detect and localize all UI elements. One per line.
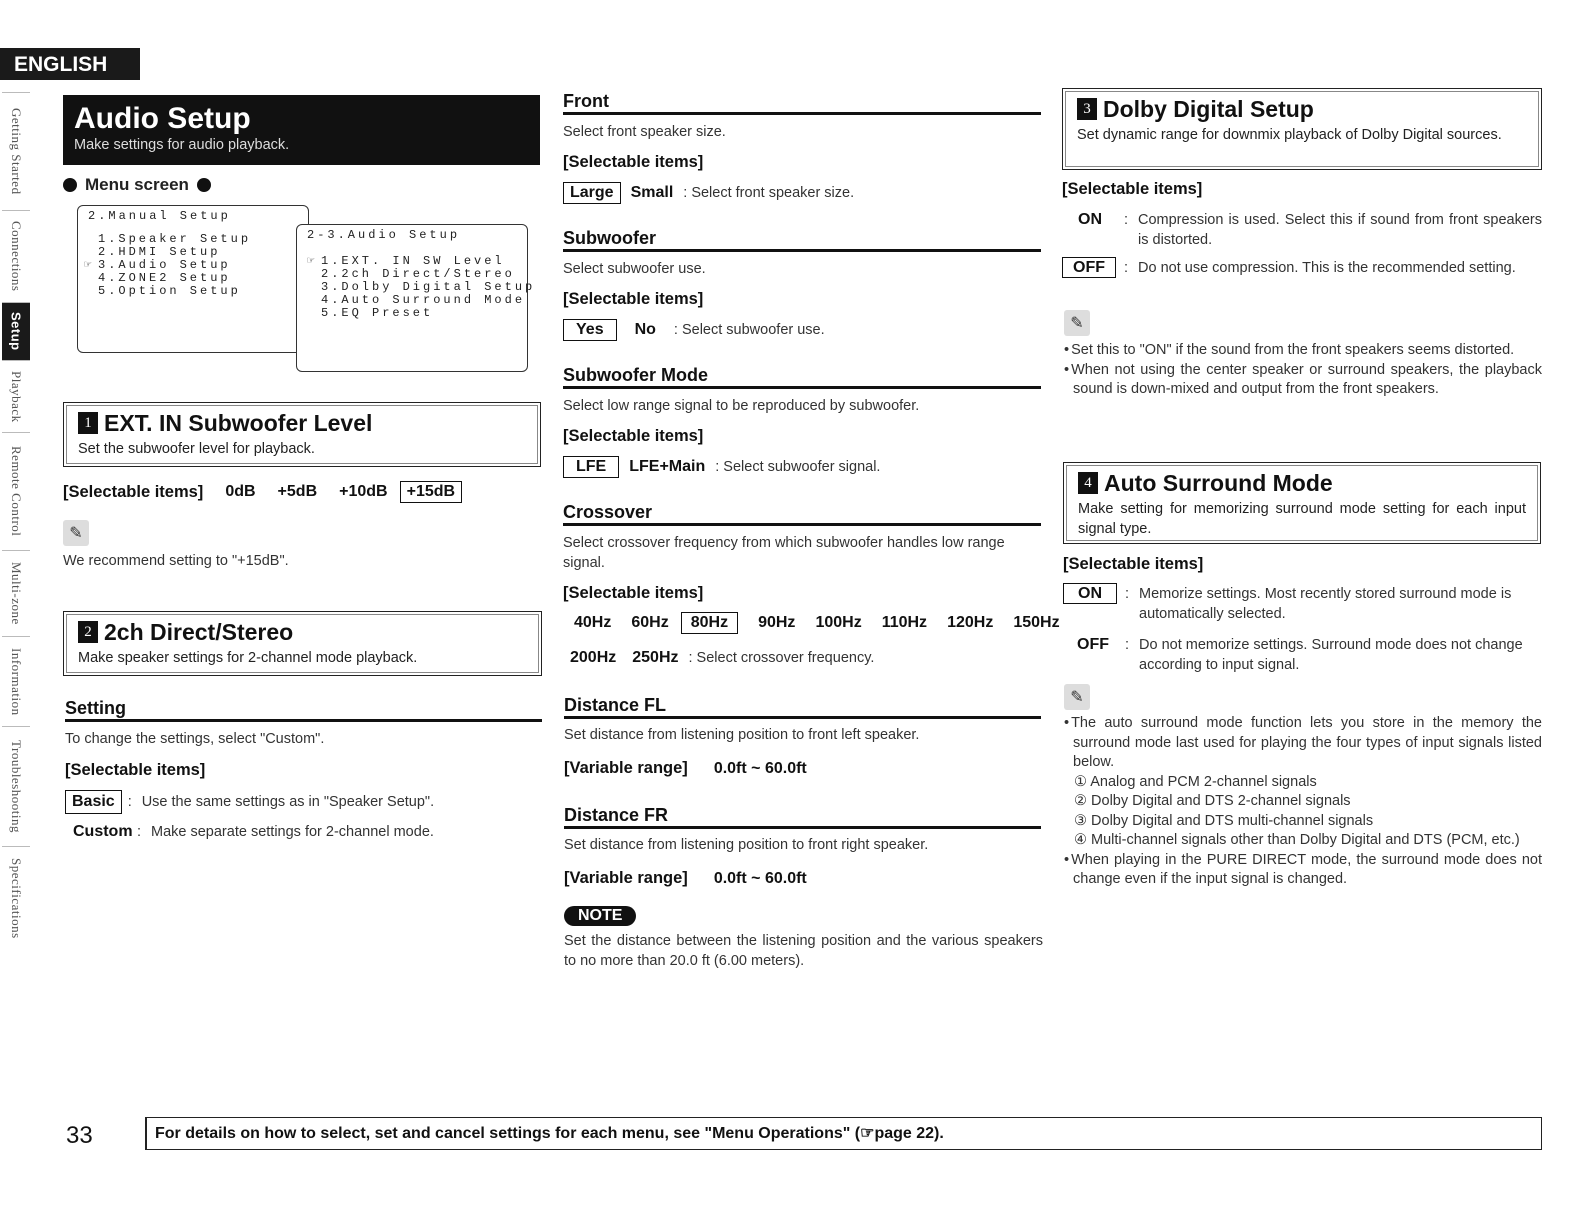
section-title: Auto Surround Mode <box>1104 470 1333 496</box>
setting-heading: Setting <box>65 697 542 722</box>
option-100hz: 100Hz <box>815 614 862 631</box>
pencil-note-icon: ✎ <box>63 520 89 546</box>
front-heading: Front <box>563 90 1041 115</box>
option-on: ON <box>1078 211 1102 228</box>
side-navigation <box>2 92 30 950</box>
tab-setup[interactable]: Setup <box>2 302 30 360</box>
setting-desc: To change the settings, select "Custom". <box>65 731 325 747</box>
s1-note: We recommend setting to "+15dB". <box>63 553 289 569</box>
option-250hz: 250Hz <box>632 649 679 666</box>
custom-row: Custom : Make separate settings for 2-channel mode. <box>73 823 434 840</box>
option-custom: Custom <box>73 823 133 840</box>
option-lfe: LFE <box>563 456 619 478</box>
footer-reference: For details on how to select, set and cancel settings for each menu, see "Menu Operations" (☞page 22). <box>145 1117 1542 1150</box>
subwoofer-heading: Subwoofer <box>563 227 1041 252</box>
s1-options: [Selectable items] 0dB +5dB +10dB +15dB <box>63 481 462 503</box>
osd-manual-setup: 2.Manual Setup 1.Speaker Setup 2.HDMI Setup ☞ 3.Audio Setup 4.ZONE2 Setup 5.Option Setup <box>77 205 309 353</box>
option-40hz: 40Hz <box>574 614 612 631</box>
crossover-heading: Crossover <box>563 501 1041 526</box>
crossover-options-row2: 200Hz 250Hz : Select crossover frequency. <box>570 649 875 666</box>
option-15db-default: +15dB <box>400 481 462 503</box>
osd-audio-setup: 2-3.Audio Setup ☞ 1.EXT. IN SW Level 2.2ch Direct/Stereo 3.Dolby Digital Setup 4.Auto Surround Mode 5.EQ Preset <box>296 224 528 372</box>
front-options: Large Small : Select front speaker size. <box>563 182 854 204</box>
option-off: OFF <box>1077 636 1109 653</box>
page-number: 33 <box>66 1122 93 1149</box>
tab-multi-zone[interactable]: Multi-zone <box>2 550 30 636</box>
option-150hz: 150Hz <box>1013 614 1060 631</box>
page-title: Audio Setup <box>74 102 251 135</box>
option-0db: 0dB <box>225 483 256 500</box>
section-title: Dolby Digital Setup <box>1103 96 1314 122</box>
section-desc: Make setting for memorizing surround mode setting for each input signal type. <box>1078 501 1526 537</box>
option-small: Small <box>630 184 674 201</box>
option-on-default: ON <box>1063 583 1117 604</box>
s4-off-row: OFF : Do not memorize settings. Surround mode does not change according to input signal. <box>1063 635 1542 675</box>
pencil-note-icon: ✎ <box>1064 684 1090 710</box>
section-number: 2 <box>78 621 98 643</box>
option-200hz: 200Hz <box>570 649 617 666</box>
page-subtitle: Make settings for audio playback. <box>74 137 290 153</box>
s3-on-row: ON : Compression is used. Select this if sound from front speakers is distorted. <box>1062 210 1542 250</box>
distance-fl-range: [Variable range] 0.0ft ~ 60.0ft <box>564 759 807 777</box>
option-large: Large <box>563 182 621 204</box>
note-text: Set the distance between the listening position and the various speakers to no more than 20.0 ft (6.00 meters). <box>564 933 1043 969</box>
menu-screen-heading: Menu screen <box>63 175 211 195</box>
subwoofer-options: Yes No : Select subwoofer use. <box>563 319 825 341</box>
tab-getting-started[interactable]: Getting Started <box>2 92 30 210</box>
option-10db: +10dB <box>339 483 388 500</box>
crossover-options-row1 <box>574 612 1060 634</box>
section-number: 1 <box>78 412 98 434</box>
s3-notes: • Set this to "ON" if the sound from the front speakers seems distorted. • When not using the center speaker or surround speakers, the playback sound is down-mixed and output from the front speakers. <box>1064 341 1542 400</box>
option-110hz: 110Hz <box>881 614 928 631</box>
option-no: No <box>634 321 656 338</box>
s4-on-row: ON : Memorize settings. Most recently stored surround mode is automatically selected. <box>1063 584 1542 624</box>
section-dolby-digital-setup <box>1062 88 1542 170</box>
section-2ch-direct-stereo <box>63 611 542 676</box>
language-label: ENGLISH <box>0 48 140 80</box>
bullet-dot-icon <box>63 178 77 192</box>
pointer-icon: ☞ <box>84 258 95 272</box>
bullet-dot-icon <box>197 178 211 192</box>
s4-notes: • The auto surround mode function lets you store in the memory the surround mode last used for playing the four types of input signals listed below. ① Analog and PCM 2-channel signals ② Dolby Digital and DTS 2-channel signals ③ Dolby Digital and DTS multi-channel signals ④ Multi-channel signals other than Dolby Digital and DTS (PCM, etc.) • When playing in the PURE DIRECT mode, the surround mode does not change even if the input signal is changed. <box>1064 714 1542 890</box>
option-60hz: 60Hz <box>631 614 669 631</box>
section-number: 4 <box>1078 472 1098 494</box>
tab-information[interactable]: Information <box>2 636 30 726</box>
tab-playback[interactable]: Playback <box>2 360 30 432</box>
option-yes: Yes <box>563 319 617 341</box>
tab-troubleshooting[interactable]: Troubleshooting <box>2 726 30 846</box>
pointer-icon: ☞ <box>307 254 318 268</box>
section-desc: Make speaker settings for 2-channel mode playback. <box>78 650 418 666</box>
note-badge: NOTE <box>564 906 636 926</box>
option-90hz: 90Hz <box>758 614 796 631</box>
section-auto-surround-mode <box>1063 462 1541 544</box>
section-title: EXT. IN Subwoofer Level <box>104 410 373 436</box>
subwoofer-mode-heading: Subwoofer Mode <box>563 364 1041 389</box>
section-desc: Set the subwoofer level for playback. <box>78 441 315 457</box>
section-desc: Set dynamic range for downmix playback of Dolby Digital sources. <box>1077 127 1502 143</box>
option-80hz-default: 80Hz <box>681 612 738 634</box>
option-lfe-main: LFE+Main <box>629 458 706 475</box>
basic-row: Basic : Use the same settings as in "Speaker Setup". <box>65 790 434 814</box>
tab-specifications[interactable]: Specifications <box>2 846 30 950</box>
subwoofer-mode-options: LFE LFE+Main : Select subwoofer signal. <box>563 456 880 478</box>
option-120hz: 120Hz <box>947 614 994 631</box>
section-ext-in-subwoofer-level <box>63 402 541 467</box>
section-title: 2ch Direct/Stereo <box>104 619 294 645</box>
option-basic: Basic <box>65 790 122 814</box>
distance-fr-range: [Variable range] 0.0ft ~ 60.0ft <box>564 869 807 887</box>
tab-remote-control[interactable]: Remote Control <box>2 432 30 550</box>
section-number: 3 <box>1077 98 1097 120</box>
page-title-box <box>63 95 540 165</box>
option-5db: +5dB <box>277 483 318 500</box>
tab-connections[interactable]: Connections <box>2 210 30 302</box>
distance-fr-heading: Distance FR <box>564 804 1041 829</box>
distance-fl-heading: Distance FL <box>564 694 1041 719</box>
pencil-note-icon: ✎ <box>1064 310 1090 336</box>
option-off-default: OFF <box>1062 257 1116 278</box>
s3-off-row: OFF : Do not use compression. This is the recommended setting. <box>1062 258 1542 278</box>
